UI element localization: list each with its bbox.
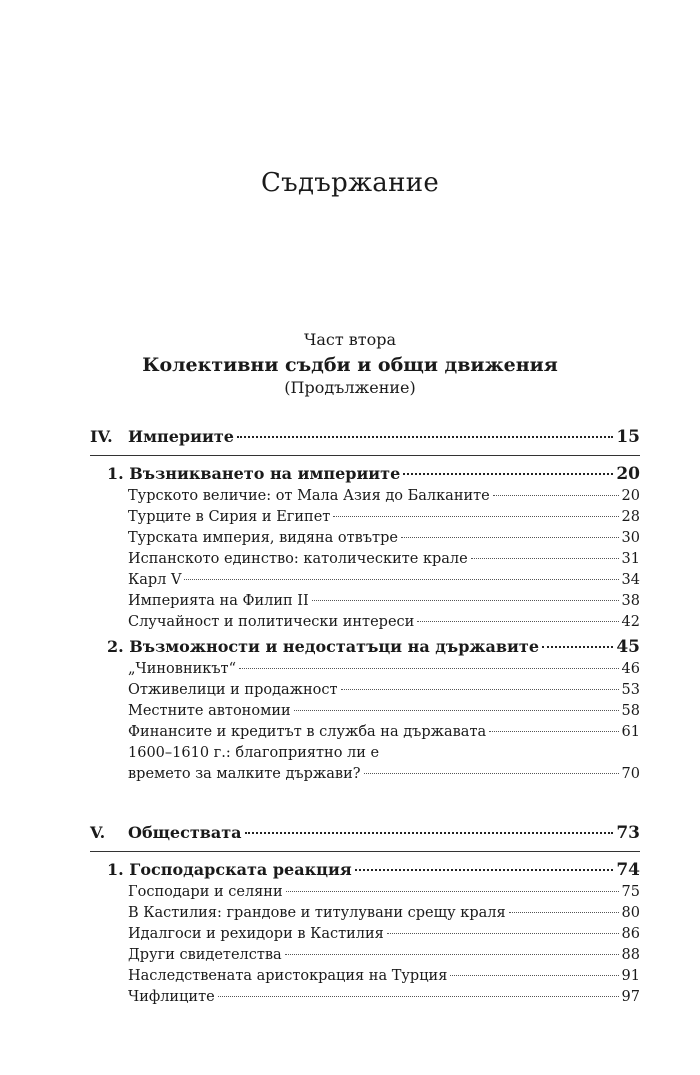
entry-title: Финансите и кредитът в служба на държавата: [128, 724, 487, 740]
toc-entry[interactable]: [90, 486, 640, 507]
entry-title: Испанското единство: католическите крале: [128, 551, 468, 567]
dot-leader: [341, 689, 619, 690]
page-number: 70: [621, 766, 640, 782]
table-of-contents: [90, 425, 640, 1008]
entry-title: „Чиновникът“: [128, 661, 236, 677]
page-number: 80: [621, 905, 640, 921]
divider: [90, 455, 640, 456]
page-number: 38: [621, 593, 640, 609]
dot-leader: [285, 954, 619, 955]
dot-leader: [364, 773, 619, 774]
dot-leader: [245, 832, 614, 834]
dot-leader: [471, 558, 619, 559]
toc-section[interactable]: [90, 858, 640, 882]
entry-title: Други свидетелства: [128, 947, 282, 963]
entry-title: Отживелици и продажност: [128, 682, 338, 698]
entry-title: Господари и селяни: [128, 884, 283, 900]
entry-title: Наследствената аристокрация на Турция: [128, 968, 448, 984]
toc-chapter-iv[interactable]: [90, 425, 640, 449]
toc-section[interactable]: [90, 462, 640, 486]
dot-leader: [286, 891, 619, 892]
dot-leader: [312, 600, 619, 601]
dot-leader: [355, 869, 614, 871]
entry-title: Турската империя, видяна отвътре: [128, 530, 398, 546]
toc-entry[interactable]: [90, 701, 640, 722]
dot-leader: [401, 537, 619, 538]
dot-leader: [542, 646, 613, 648]
toc-entry[interactable]: [90, 591, 640, 612]
entry-title: Турците в Сирия и Египет: [128, 509, 331, 525]
page-number: 91: [621, 968, 640, 984]
toc-entry[interactable]: [90, 680, 640, 701]
entry-title: Случайност и политически интереси: [128, 614, 415, 630]
page-number: 74: [616, 860, 640, 880]
page-number: 53: [621, 682, 640, 698]
entry-title: В Кастилия: грандове и титулувани срещу краля: [128, 905, 506, 921]
toc-chapter-v[interactable]: [90, 821, 640, 845]
toc-entry-multiline[interactable]: [90, 743, 640, 785]
page-number: 73: [616, 823, 640, 843]
page-number: 31: [621, 551, 640, 567]
toc-entry[interactable]: [90, 549, 640, 570]
dot-leader: [417, 621, 618, 622]
page-title: Съдържание: [260, 168, 440, 198]
part-note: (Продължение): [284, 378, 416, 397]
toc-section[interactable]: [90, 635, 640, 659]
page-number: 34: [621, 572, 640, 588]
dot-leader: [450, 975, 618, 976]
page-number: 28: [621, 509, 640, 525]
page-number: 46: [621, 661, 640, 677]
section-title: 1. Възникването на империите: [107, 464, 401, 483]
toc-entry[interactable]: [90, 903, 640, 924]
entry-title: Империята на Филип II: [128, 593, 309, 609]
toc-entry[interactable]: [90, 570, 640, 591]
toc-entry[interactable]: [90, 945, 640, 966]
page-number: 75: [621, 884, 640, 900]
page-number: 15: [616, 427, 640, 447]
page-number: 45: [616, 637, 640, 657]
page-number: 42: [621, 614, 640, 630]
toc-entry[interactable]: [90, 924, 640, 945]
entry-title: Карл V: [128, 572, 182, 588]
entry-title: Местните автономии: [128, 703, 291, 719]
toc-entry[interactable]: [90, 507, 640, 528]
chapter-title: Обществата: [128, 823, 242, 842]
part-title: Колективни съдби и общи движения: [142, 354, 558, 376]
dot-leader: [489, 731, 618, 732]
toc-entry[interactable]: [90, 966, 640, 987]
dot-leader: [218, 996, 619, 997]
chapter-number: IV.: [90, 427, 113, 446]
dot-leader: [493, 495, 619, 496]
toc-entry[interactable]: [90, 987, 640, 1008]
toc-entry[interactable]: [90, 659, 640, 680]
dot-leader: [184, 579, 618, 580]
page-number: 20: [616, 464, 640, 484]
toc-entry[interactable]: [90, 612, 640, 633]
dot-leader: [403, 473, 613, 475]
dot-leader: [387, 933, 619, 934]
page-number: 61: [621, 724, 640, 740]
toc-entry[interactable]: [90, 528, 640, 549]
part-heading: [0, 330, 700, 398]
entry-title: Турското величие: от Мала Азия до Балканите: [128, 488, 490, 504]
dot-leader: [294, 710, 619, 711]
entry-title-line1: 1600–1610 г.: благоприятно ли е: [128, 745, 380, 761]
page-number: 86: [621, 926, 640, 942]
section-title: 2. Възможности и недостатъци на държавите: [107, 637, 539, 656]
page-number: 20: [621, 488, 640, 504]
divider: [90, 851, 640, 852]
dot-leader: [333, 516, 618, 517]
entry-title: Чифлиците: [128, 989, 215, 1005]
part-label: Част втора: [303, 330, 397, 349]
dot-leader: [237, 436, 613, 438]
page-number: 58: [621, 703, 640, 719]
chapter-title: Империите: [128, 427, 234, 446]
toc-entry[interactable]: [90, 882, 640, 903]
entry-title: Идалгоси и рехидори в Кастилия: [128, 926, 384, 942]
section-title: 1. Господарската реакция: [107, 860, 352, 879]
dot-leader: [509, 912, 619, 913]
chapter-number: V.: [90, 823, 106, 842]
page-number: 88: [621, 947, 640, 963]
page-number: 97: [621, 989, 640, 1005]
page-number: 30: [621, 530, 640, 546]
entry-title-line2: времето за малките държави?: [128, 766, 361, 782]
toc-entry[interactable]: [90, 722, 640, 743]
dot-leader: [239, 668, 619, 669]
